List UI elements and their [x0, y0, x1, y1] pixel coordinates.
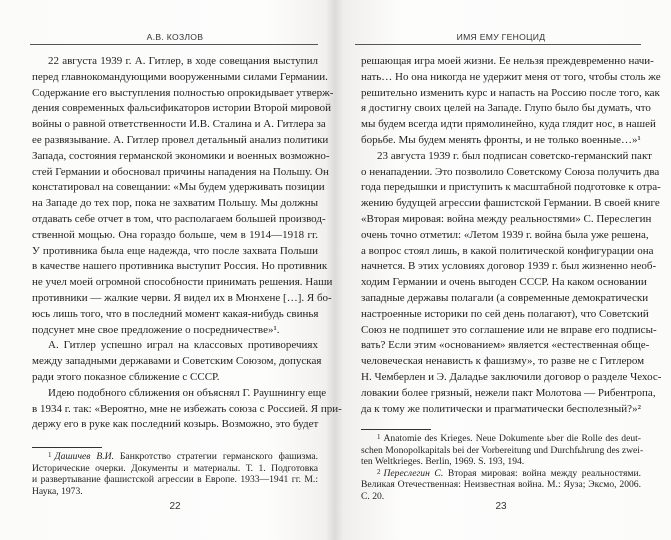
footnote-number: 1	[377, 433, 381, 441]
footnote-line: С. 20.	[361, 490, 385, 502]
text-line: решительно изменить курс и напасть на Россию после того, как	[361, 86, 660, 99]
text-line: держу его в руке как последний козырь. Возможно, это будет	[32, 418, 319, 431]
text-line: человеческая ненависть к фашизму», то разве не с Гитлером	[361, 355, 645, 368]
text-line: Союз не подпишет это соглашение или не вправе его подписы-	[361, 323, 657, 336]
text-line: западные державы полагали (а современные демократически	[361, 291, 649, 304]
text-line: да к тому же политически и прагматически бесполезный?»²	[361, 402, 641, 415]
body-text	[361, 54, 662, 417]
text-line: У противника была еще надежда, что после захвата Польши	[32, 244, 318, 257]
text-line: настроенные историки по сей день полагают), что Советский	[361, 307, 649, 320]
left-page	[32, 0, 342, 540]
footnote-number: 1	[48, 451, 52, 459]
footnote-text: Банкротство стратегии германского фашизма.	[119, 451, 318, 462]
text-line: А. Гитлер успешно играл на классовых противоречиях	[48, 339, 318, 352]
footnote	[361, 468, 641, 503]
text-line: 22 августа 1939 г. А. Гитлер, в ходе совещания выступил	[48, 55, 318, 67]
text-line: ловакии более грязный, нежели пакт Молотова — Рибентропа,	[361, 386, 656, 399]
footnote	[32, 451, 318, 497]
footnotes	[361, 433, 644, 503]
footnote-author: Переслегин С.	[383, 467, 444, 479]
running-header: А.В. КОЗЛОВ	[146, 32, 204, 42]
text-line: Содержание его выступления полностью опрокидывает утверж-	[32, 86, 334, 99]
text-line: решающая игра моей жизни. Ее нельзя преждевременно начи-	[361, 55, 654, 67]
text-line: года передышки и приступить к масштабной подготовке к отра-	[361, 181, 661, 194]
text-line: ради этого показное сближение с СССР.	[32, 370, 220, 383]
text-line: войны о равной ответственности И.В. Сталина и А. Гитлера за	[32, 118, 326, 131]
footnote-line	[32, 451, 318, 463]
page-number: 22	[169, 501, 181, 512]
text-line: нать… Но она никогда не удержит меня от того, чтобы столь же	[361, 70, 661, 83]
header-rule	[355, 44, 641, 45]
footnote-line: и развертывание фашистской агрессии в Европе. 1933—1941 гг. М.:	[32, 474, 318, 486]
footnote-line: ten Weltkrieges. Berlin, 1969. S. 193, 194.	[361, 456, 525, 468]
text-line: юсь лишь того, что в последний момент какая-нибудь свинья	[32, 307, 319, 320]
text-line: ее развязывание. А. Гитлер провел детальный анализ политики	[32, 133, 329, 146]
text-line: Н. Чемберлен и Э. Даладье заключили договор о разделе Чехос-	[361, 370, 662, 383]
text-line: не учел моей огромной способности принимать решения. Наши	[32, 276, 333, 289]
text-line: вать? Если этим «основанием» является «естественная обще-	[361, 339, 650, 352]
footnote-number: 2	[377, 467, 381, 476]
text-line: между западными державами и Советским Союзом, допуская	[32, 355, 322, 368]
text-line: ходим Германии и очень выгоден СССР. На каком основании	[361, 276, 647, 289]
paragraph	[32, 338, 322, 385]
text-line: подсунет мне свое предложение о посредничестве»¹.	[32, 323, 280, 336]
text-line: отдавать себе отчет в том, что располагаем большей производ-	[32, 212, 326, 225]
text-line: я достигну своих целей на Западе. Глупо было бы думать, что	[361, 102, 651, 115]
text-line: мы будем всегда идти прямолинейно, куда глядит нос, в нашей	[361, 118, 656, 131]
paragraph	[32, 54, 334, 338]
footnote-author: Дашичев В.И.	[54, 451, 114, 462]
footnote-line	[361, 468, 641, 480]
text-line: начнется. В этих условиях договор 1939 г. был жизненно необ-	[361, 260, 657, 273]
footnote-line: schen Monopolkapitals bei der Vorbereitung und Durchfьhrung des zwei-	[361, 444, 644, 456]
footnote-line: Великая Отечественная: Неизвестная война. М.: Яуза; Эксмо, 2006.	[361, 479, 641, 491]
text-line: констатировал на совещании: «Мы будем удерживать позиции	[32, 181, 325, 194]
paragraph	[361, 149, 662, 418]
text-line: Запада, состояния германской экономики и военных возможно-	[32, 149, 330, 162]
footnote-rule	[361, 429, 431, 430]
footnote-line: Исторические очерки. Документы и материалы. Т. 1. Подготовка	[32, 462, 318, 474]
text-line: о ненападении. Это позволило Советскому Союза получить два	[361, 165, 660, 178]
footnotes	[32, 451, 318, 497]
text-line: «Вторая мировая: война между реальностями» С. Переслегин	[361, 212, 652, 225]
footnote-text: Вторая мировая: война между реальностями.	[447, 467, 641, 479]
text-line: 23 августа 1939 г. был подписан советско-германский пакт	[377, 149, 652, 162]
footnote-line	[361, 433, 641, 445]
text-line: в качестве нашего противника выступит Россия. Но противник	[32, 260, 328, 273]
right-page	[361, 0, 662, 540]
footnote	[361, 433, 644, 468]
page-number: 23	[495, 501, 507, 512]
running-header: ИМЯ ЕМУ ГЕНОЦИД	[456, 32, 546, 42]
text-line: перед главнокомандующими вооруженными силами Германии.	[32, 70, 328, 83]
text-line: жению будущей агрессии фашистской Германии. В своей книге	[361, 197, 660, 210]
text-line: Идею подобного сближения он объяснял Г. Раушнингу еще	[48, 386, 327, 399]
body-text	[32, 54, 342, 433]
paragraph	[32, 386, 342, 433]
footnote-text: Anatomie des Krieges. Neue Dokumente ьber die Rolle des deut-	[383, 433, 641, 444]
paragraph	[361, 54, 661, 149]
footnote-rule	[32, 447, 102, 448]
text-line: на Западе до тех пор, пока не захватим Польшу. Мы должны	[32, 197, 318, 210]
footnote-line: Наука, 1973.	[32, 485, 83, 497]
text-line: ственной мощью. Она гораздо больше, чем в 1914—1918 гг.	[32, 228, 318, 241]
text-line: борьбе. Мы будем менять фронты, и не только военные…»¹	[361, 133, 641, 146]
text-line: в 1934 г. так: «Вероятно, мне не избежать союза с Россией. Я при-	[32, 402, 342, 415]
header-rule	[30, 44, 318, 45]
text-line: стей Германии и обосновал причины нападения на Польшу. Он	[32, 165, 329, 178]
text-line: противники — жалкие черви. Я видел их в Мюнхене […]. Я бо-	[32, 291, 332, 304]
text-line: очень точно отметил: «Летом 1939 г. война была уже решена,	[361, 228, 649, 241]
text-line: а вопрос стоял лишь, в какой политической конфигурации она	[361, 244, 654, 257]
text-line: дения современных фальсификаторов истории Второй мировой	[32, 102, 331, 115]
